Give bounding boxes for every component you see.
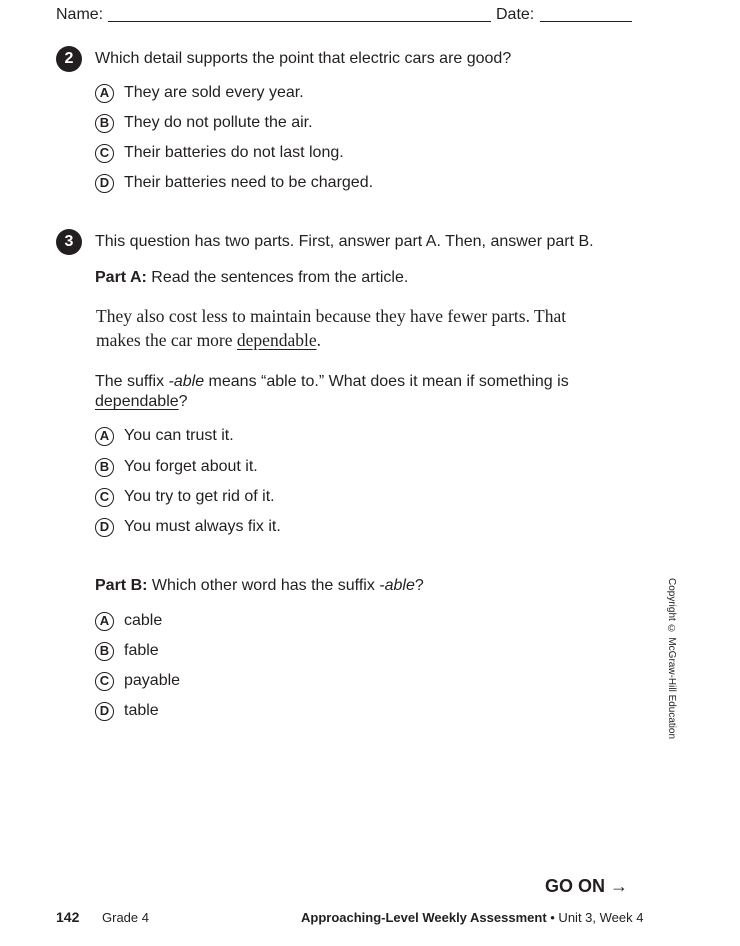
option-letter-c: C <box>95 488 114 507</box>
q3a-option-d[interactable] <box>95 516 281 538</box>
q2-option-b[interactable] <box>95 112 313 134</box>
q2-option-c[interactable] <box>95 142 344 164</box>
underlined-word-dependable: dependable <box>95 393 179 410</box>
option-text: They are sold every year. <box>124 84 304 101</box>
suffix-able: -able <box>379 577 415 594</box>
question-text: The suffix <box>95 373 169 390</box>
option-text: Their batteries do not last long. <box>124 144 344 161</box>
assessment-name: Approaching-Level Weekly Assessment <box>301 910 547 925</box>
question-mark: ? <box>414 577 424 594</box>
part-a-question <box>95 372 569 412</box>
part-a-question-line-2 <box>95 392 569 412</box>
option-text: You must always fix it. <box>124 518 281 535</box>
question-mark: ? <box>178 393 188 410</box>
part-b-label: Part B: <box>95 577 148 594</box>
q3a-option-b[interactable] <box>95 456 258 478</box>
passage-text: makes the car more <box>96 330 237 350</box>
q2-option-a[interactable] <box>95 82 304 104</box>
option-letter-b: B <box>95 642 114 661</box>
option-text: Their batteries need to be charged. <box>124 174 374 191</box>
name-blank-line[interactable] <box>108 21 491 22</box>
option-letter-d: D <box>95 174 114 193</box>
passage-line-2 <box>96 328 566 352</box>
option-letter-b: B <box>95 458 114 477</box>
option-text: You can trust it. <box>124 427 234 444</box>
option-letter-a: A <box>95 84 114 103</box>
option-text: They do not pollute the air. <box>124 114 313 131</box>
question-2-prompt: Which detail supports the point that electric cars are good? <box>95 50 512 67</box>
passage-period: . <box>316 330 321 350</box>
copyright-notice: Copyright © McGraw-Hill Education <box>666 578 677 740</box>
page-number: 142 <box>56 909 80 925</box>
date-label: Date: <box>496 6 535 23</box>
suffix-able: -able <box>168 373 205 390</box>
question-3-number-badge: 3 <box>56 229 82 255</box>
option-text: fable <box>124 642 159 659</box>
q3a-option-c[interactable] <box>95 486 275 508</box>
passage-line-1: They also cost less to maintain because they have fewer parts. That <box>96 306 567 326</box>
option-letter-a: A <box>95 612 114 631</box>
option-text: payable <box>124 672 181 689</box>
part-a-instruction-text: Read the sentences from the article. <box>146 269 409 286</box>
q2-option-d[interactable] <box>95 172 373 194</box>
question-2-number-badge: 2 <box>56 46 82 72</box>
q3a-option-a[interactable] <box>95 425 234 447</box>
part-b-question <box>95 576 424 596</box>
part-a-question-line-1 <box>95 372 569 392</box>
q3b-option-a[interactable] <box>95 610 162 632</box>
name-label: Name: <box>56 6 104 23</box>
option-text: You forget about it. <box>124 458 258 475</box>
option-text: cable <box>124 612 163 629</box>
part-a-label: Part A: <box>95 269 147 286</box>
option-letter-b: B <box>95 114 114 133</box>
option-text: table <box>124 702 159 719</box>
question-text: Which other word has the suffix <box>147 577 380 594</box>
option-letter-c: C <box>95 144 114 163</box>
q3b-option-d[interactable] <box>95 700 159 722</box>
option-letter-d: D <box>95 702 114 721</box>
option-letter-a: A <box>95 427 114 446</box>
q3b-option-b[interactable] <box>95 640 159 662</box>
option-letter-d: D <box>95 518 114 537</box>
date-blank-line[interactable] <box>540 21 632 22</box>
underlined-word-dependable: dependable <box>236 330 317 350</box>
article-passage <box>96 304 566 352</box>
question-3-prompt: This question has two parts. First, answer part A. Then, answer part B. <box>95 233 594 250</box>
grade-label: Grade 4 <box>102 910 149 925</box>
unit-week: • Unit 3, Week 4 <box>546 910 644 925</box>
part-a-instruction <box>95 268 408 288</box>
assessment-title <box>301 910 643 926</box>
option-letter-c: C <box>95 672 114 691</box>
question-text: means “able to.” What does it mean if something is <box>204 373 569 390</box>
q3b-option-c[interactable] <box>95 670 180 692</box>
go-on-indicator: GO ON → <box>545 876 629 896</box>
option-text: You try to get rid of it. <box>124 488 275 505</box>
